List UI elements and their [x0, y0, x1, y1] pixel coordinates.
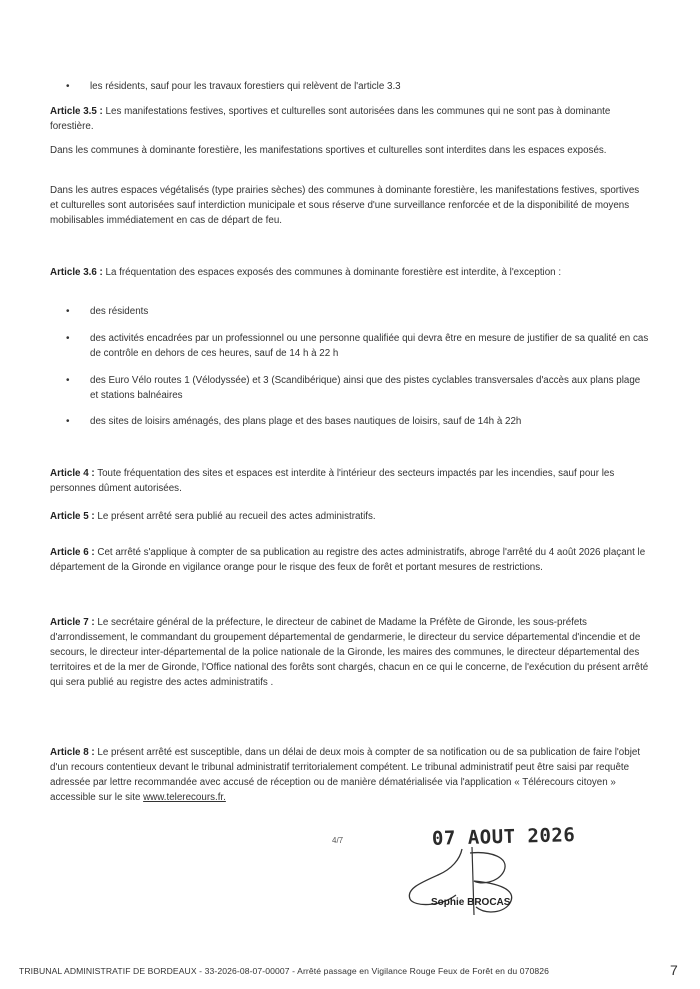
bullet-text: des sites de loisirs aménagés, des plans plage et des bases nautiques de loisirs, sauf de 14h à 22h: [90, 416, 522, 427]
bullet-icon: •: [66, 333, 70, 344]
bullet-text: des résidents: [90, 306, 149, 317]
bullet-text: des activités encadrées par un professionnel ou une personne qualifiée qui devra être en mesure de justifier de sa qualité en cas de contrôle en dehors de ces heures, sauf de 14 h à 22 h: [90, 333, 649, 359]
footer-text: TRIBUNAL ADMINISTRATIF DE BORDEAUX - 33-2026-08-07-00007 - Arrêté passage en Vigilance Rouge Feux de Forêt en du 070826: [19, 966, 550, 976]
article-text: Cet arrêté s'applique à compter de sa publication au registre des actes administratifs, abroge l'arrêté du 4 août 2026 plaçant le département de la Gironde en vigilance orange pour le risque des feux de forêt et portant mesures de restrictions.: [50, 547, 646, 573]
article-label: Article 7 :: [50, 617, 95, 628]
article-4: [50, 466, 650, 496]
date-stamp: 07 AOUT 2026: [431, 824, 576, 850]
article-text: La fréquentation des espaces exposés des communes à dominante forestière est interdite, à l'exception :: [102, 267, 562, 278]
bullet-text: les résidents, sauf pour les travaux forestiers qui relèvent de l'article 3.3: [90, 81, 401, 92]
paragraph: Dans les autres espaces végétalisés (type prairies sèches) des communes à dominante forestière, les manifestations festives, sportives et culturelles sont autorisées sauf interdiction municipale et sous réserve d'une surveillance renforcée et de la disponibilité de moyens mobilisables immédiatement en cas de départ de feu.: [50, 185, 640, 226]
article-label: Article 4 :: [50, 468, 95, 479]
article-7: [50, 615, 650, 690]
list-item: [66, 331, 650, 361]
article-label: Article 3.5 :: [50, 106, 103, 117]
article-3-5: [50, 104, 650, 134]
article-text: Toute fréquentation des sites et espaces est interdite à l'intérieur des secteurs impactés par les incendies, sauf pour les personnes dûment autorisées.: [50, 468, 615, 494]
article-5: [50, 509, 650, 524]
list-item: [66, 79, 650, 94]
page-number: 4/7: [332, 836, 344, 845]
list-item: [66, 373, 650, 403]
article-text: Le secrétaire général de la préfecture, le directeur de cabinet de Madame la Préfète de Gironde, les sous-préfets d'arrondissement, le commandant du groupement départemental de gendarmerie, le directeur du service départemental d'incendie et de secours, le directeur inter-départemental de la police nationale de la Gironde, les maires des communes, le directeur départemental des territoires et de la mer de Gironde, l'Office national des forêts sont chargés, chacun en ce qui le concerne, de l'exécution du présent arrêté qui sera publié au registre des actes administratifs .: [50, 617, 649, 688]
article-text: Les manifestations festives, sportives et culturelles sont autorisées dans les communes qui ne sont pas à dominante forestière.: [50, 106, 611, 132]
article-6: [50, 545, 650, 575]
bullet-icon: •: [66, 81, 70, 92]
article-label: Article 8 :: [50, 747, 95, 758]
paragraph: Dans les communes à dominante forestière, les manifestations sportives et culturelles sont interdites dans les espaces exposés.: [50, 145, 607, 156]
footer-page-number: 7: [670, 962, 678, 978]
article-label: Article 5 :: [50, 511, 95, 522]
article-8: [50, 745, 650, 805]
signatory-name: Sophie BROCAS: [431, 897, 511, 908]
signature-icon: [400, 845, 550, 925]
article-label: Article 6 :: [50, 547, 95, 558]
telerecours-link[interactable]: www.telerecours.fr.: [143, 792, 226, 803]
list-item: [66, 414, 650, 429]
article-text: Le présent arrêté sera publié au recueil des actes administratifs.: [94, 511, 376, 522]
article-label: Article 3.6 :: [50, 267, 103, 278]
bullet-icon: •: [66, 306, 70, 317]
article-3-6: [50, 265, 650, 280]
article-text: Le présent arrêté est susceptible, dans un délai de deux mois à compter de sa notification ou de sa publication de faire l'objet d'un recours contentieux devant le tribunal administratif territorialement compétent. Le tribunal administratif peut être saisi par requête adressée par lettre recommandée avec accusé de réception ou de manière dématérialisée via l'application « Télérecours citoyen » accessible sur le site: [50, 747, 641, 803]
list-item: [66, 304, 650, 319]
bullet-icon: •: [66, 375, 70, 386]
bullet-text: des Euro Vélo routes 1 (Vélodyssée) et 3 (Scandibérique) ainsi que des pistes cyclables transversales d'accès aux plans plage et stations balnéaires: [90, 375, 641, 401]
bullet-icon: •: [66, 416, 70, 427]
